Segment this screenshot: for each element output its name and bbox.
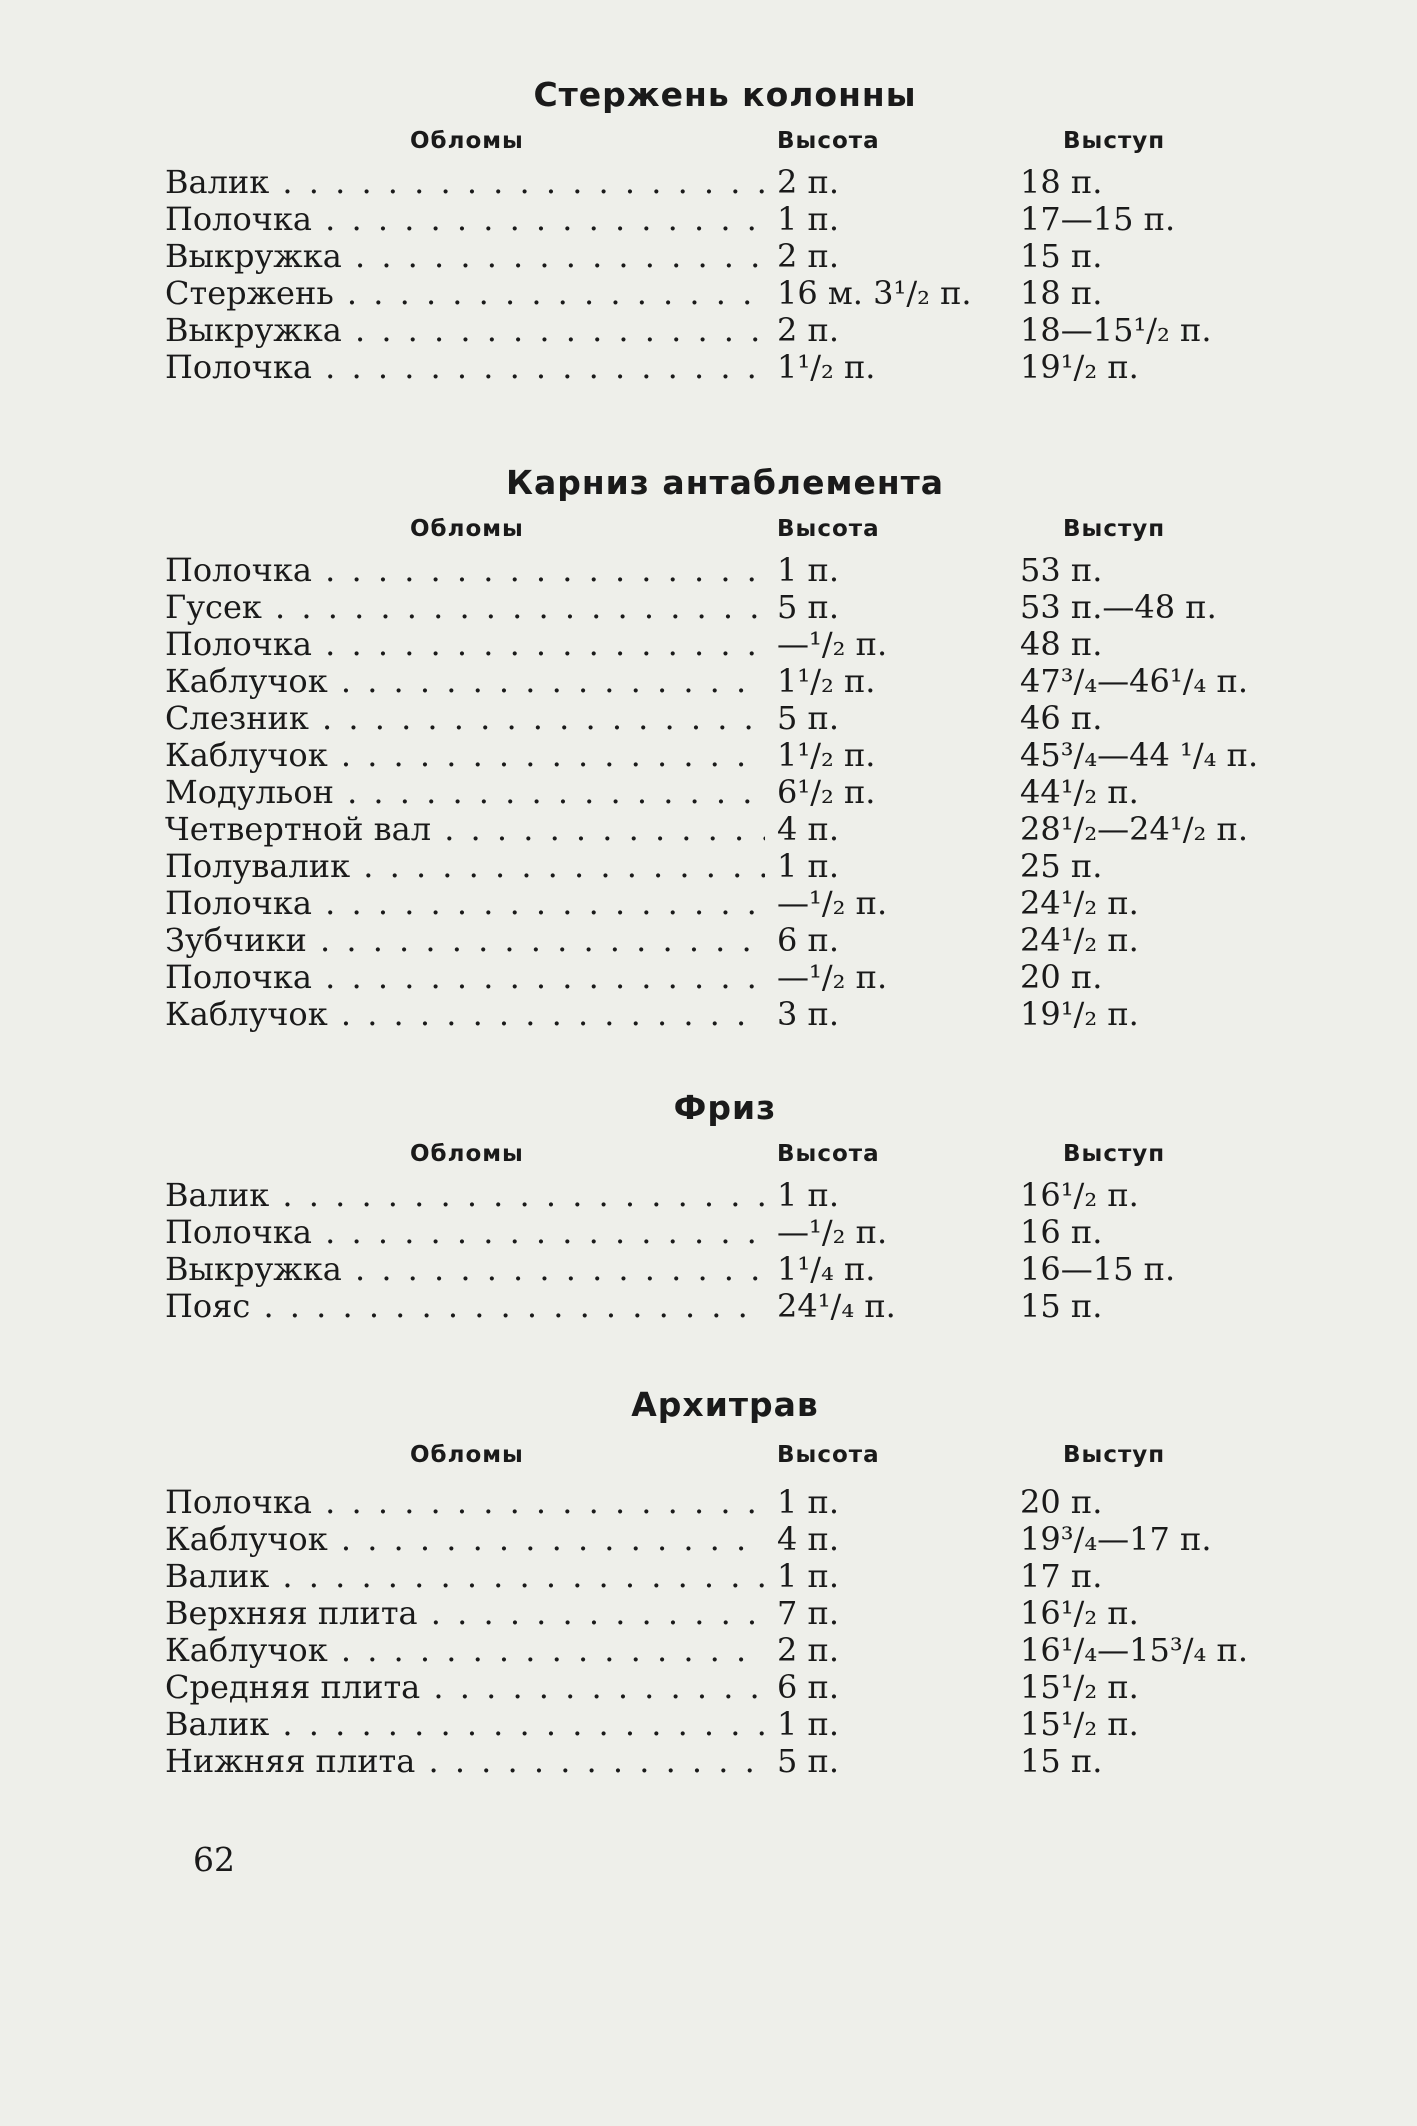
height-value: —¹/₂ п. — [777, 1213, 888, 1251]
page-number: 62 — [193, 1840, 235, 1879]
height-value: 1¹/₂ п. — [777, 662, 876, 700]
height-value: 1 п. — [777, 1483, 840, 1521]
table-row — [165, 1251, 1285, 1288]
height-value: 7 п. — [777, 1594, 840, 1632]
header-height: Высота — [777, 1141, 880, 1167]
projection-value: 28¹/₂—24¹/₂ п. — [1020, 810, 1248, 848]
header-profiles: Обломы — [410, 128, 524, 154]
profile-name: Полочка . . . — [165, 885, 765, 922]
projection-value: 16¹/₂ п. — [1020, 1594, 1139, 1632]
profile-name: Полочка . . . — [165, 626, 765, 663]
height-value: 2 п. — [777, 163, 840, 201]
table-row — [165, 312, 1285, 349]
projection-value: 19¹/₂ п. — [1020, 995, 1139, 1033]
projection-value: 24¹/₂ п. — [1020, 884, 1139, 922]
column-headers — [165, 508, 1285, 552]
header-profiles: Обломы — [410, 1141, 524, 1167]
table-row — [165, 959, 1285, 996]
section-title: Карниз антаблемента — [505, 463, 945, 502]
table-row — [165, 1214, 1285, 1251]
profile-name: Каблучок . . . — [165, 737, 765, 774]
section-frieze — [165, 1083, 1285, 1325]
height-value: 3 п. — [777, 995, 840, 1033]
profile-name: Полочка . . . — [165, 1214, 765, 1251]
profile-name: Слезник . . . — [165, 700, 765, 737]
section-title: Фриз — [673, 1088, 777, 1127]
height-value: 2 п. — [777, 311, 840, 349]
height-value: 1 п. — [777, 200, 840, 238]
height-value: 1 п. — [777, 847, 840, 885]
table-row — [165, 1177, 1285, 1214]
height-value: —¹/₂ п. — [777, 958, 888, 996]
projection-value: 17—15 п. — [1020, 200, 1176, 238]
header-projection: Выступ — [1063, 516, 1166, 542]
table-row — [165, 848, 1285, 885]
projection-value: 15¹/₂ п. — [1020, 1668, 1139, 1706]
height-value: 4 п. — [777, 1520, 840, 1558]
header-height: Высота — [777, 128, 880, 154]
header-profiles: Обломы — [410, 1442, 524, 1468]
header-height: Высота — [777, 1442, 880, 1468]
height-value: 1 п. — [777, 551, 840, 589]
table-row — [165, 1484, 1285, 1521]
profile-name: Полочка . . . — [165, 349, 765, 386]
projection-value: 18 п. — [1020, 274, 1103, 312]
profile-name: Валик . . . — [165, 164, 765, 201]
projection-value: 15 п. — [1020, 1287, 1103, 1325]
height-value: 1 п. — [777, 1557, 840, 1595]
header-projection: Выступ — [1063, 1442, 1166, 1468]
profile-name: Валик . . . — [165, 1558, 765, 1595]
profile-name: Выкружка . . . — [165, 312, 765, 349]
table-row — [165, 1288, 1285, 1325]
section-entablature-cornice — [165, 458, 1285, 1033]
table-row — [165, 700, 1285, 737]
table-row — [165, 663, 1285, 700]
profile-name: Выкружка . . . — [165, 1251, 765, 1288]
height-value: 6 п. — [777, 921, 840, 959]
table-row — [165, 1669, 1285, 1706]
height-value: 6 п. — [777, 1668, 840, 1706]
projection-value: 17 п. — [1020, 1557, 1103, 1595]
table-row — [165, 774, 1285, 811]
height-value: 1 п. — [777, 1176, 840, 1214]
projection-value: 48 п. — [1020, 625, 1103, 663]
profile-name: Нижняя плита . . . — [165, 1743, 765, 1780]
projection-value: 19¹/₂ п. — [1020, 348, 1139, 386]
table-row — [165, 552, 1285, 589]
height-value: 5 п. — [777, 699, 840, 737]
projection-value: 15 п. — [1020, 1742, 1103, 1780]
profile-name: Полочка . . . — [165, 201, 765, 238]
table-row — [165, 1558, 1285, 1595]
profile-name: Валик . . . — [165, 1177, 765, 1214]
profile-name: Каблучок . . . — [165, 996, 765, 1033]
projection-value: 47³/₄—46¹/₄ п. — [1020, 662, 1248, 700]
section-title: Архитрав — [631, 1385, 819, 1424]
table-row — [165, 885, 1285, 922]
table-row — [165, 811, 1285, 848]
projection-value: 15 п. — [1020, 237, 1103, 275]
profile-name: Каблучок . . . — [165, 1521, 765, 1558]
table-row — [165, 996, 1285, 1033]
table-row — [165, 626, 1285, 663]
header-profiles: Обломы — [410, 516, 524, 542]
height-value: 2 п. — [777, 237, 840, 275]
height-value: —¹/₂ п. — [777, 884, 888, 922]
table-row — [165, 922, 1285, 959]
section-architrave — [165, 1380, 1285, 1780]
height-value: 1 п. — [777, 1705, 840, 1743]
height-value: 2 п. — [777, 1631, 840, 1669]
table-row — [165, 1743, 1285, 1780]
height-value: 5 п. — [777, 1742, 840, 1780]
column-headers — [165, 1430, 1285, 1484]
height-value: 1¹/₂ п. — [777, 348, 876, 386]
section-column-shaft — [165, 70, 1285, 386]
height-value: 4 п. — [777, 810, 840, 848]
header-height: Высота — [777, 516, 880, 542]
profile-name: Верхняя плита . . . — [165, 1595, 765, 1632]
profile-name: Полувалик . . . — [165, 848, 765, 885]
height-value: 1¹/₄ п. — [777, 1250, 876, 1288]
profile-name: Стержень . . . — [165, 275, 765, 312]
profile-name: Выкружка . . . — [165, 238, 765, 275]
profile-name: Полочка . . . — [165, 959, 765, 996]
projection-value: 53 п.—48 п. — [1020, 588, 1217, 626]
projection-value: 44¹/₂ п. — [1020, 773, 1139, 811]
column-headers — [165, 1133, 1285, 1177]
table-row — [165, 589, 1285, 626]
table-row — [165, 1521, 1285, 1558]
rows — [165, 1484, 1285, 1780]
projection-value: 19³/₄—17 п. — [1020, 1520, 1212, 1558]
projection-value: 18 п. — [1020, 163, 1103, 201]
projection-value: 16 п. — [1020, 1213, 1103, 1251]
height-value: —¹/₂ п. — [777, 625, 888, 663]
projection-value: 20 п. — [1020, 958, 1103, 996]
projection-value: 25 п. — [1020, 847, 1103, 885]
header-projection: Выступ — [1063, 1141, 1166, 1167]
height-value: 24¹/₄ п. — [777, 1287, 896, 1325]
projection-value: 18—15¹/₂ п. — [1020, 311, 1212, 349]
profile-name: Четвертной вал . . . — [165, 811, 765, 848]
profile-name: Зубчики . . . — [165, 922, 765, 959]
rows — [165, 1177, 1285, 1325]
table-row — [165, 238, 1285, 275]
rows — [165, 552, 1285, 1033]
table-row — [165, 1595, 1285, 1632]
projection-value: 24¹/₂ п. — [1020, 921, 1139, 959]
profile-name: Полочка . . . — [165, 1484, 765, 1521]
projection-value: 46 п. — [1020, 699, 1103, 737]
table-row — [165, 1706, 1285, 1743]
section-title: Стержень колонны — [533, 75, 917, 114]
height-value: 6¹/₂ п. — [777, 773, 876, 811]
header-projection: Выступ — [1063, 128, 1166, 154]
table-row — [165, 1632, 1285, 1669]
column-headers — [165, 120, 1285, 164]
projection-value: 15¹/₂ п. — [1020, 1705, 1139, 1743]
profile-name: Валик . . . — [165, 1706, 765, 1743]
profile-name: Каблучок . . . — [165, 663, 765, 700]
profile-name: Гусек . . . — [165, 589, 765, 626]
height-value: 5 п. — [777, 588, 840, 626]
projection-value: 53 п. — [1020, 551, 1103, 589]
projection-value: 16¹/₂ п. — [1020, 1176, 1139, 1214]
projection-value: 16—15 п. — [1020, 1250, 1176, 1288]
projection-value: 45³/₄—44 ¹/₄ п. — [1020, 736, 1259, 774]
profile-name: Полочка . . . — [165, 552, 765, 589]
projection-value: 20 п. — [1020, 1483, 1103, 1521]
projection-value: 16¹/₄—15³/₄ п. — [1020, 1631, 1248, 1669]
table-row — [165, 201, 1285, 238]
profile-name: Модульон . . . — [165, 774, 765, 811]
profile-name: Средняя плита . . . — [165, 1669, 765, 1706]
rows — [165, 164, 1285, 386]
table-row — [165, 737, 1285, 774]
height-value: 16 м. 3¹/₂ п. — [777, 274, 972, 312]
profile-name: Каблучок . . . — [165, 1632, 765, 1669]
height-value: 1¹/₂ п. — [777, 736, 876, 774]
profile-name: Пояс . . . — [165, 1288, 765, 1325]
table-row — [165, 275, 1285, 312]
table-row — [165, 164, 1285, 201]
table-row — [165, 349, 1285, 386]
